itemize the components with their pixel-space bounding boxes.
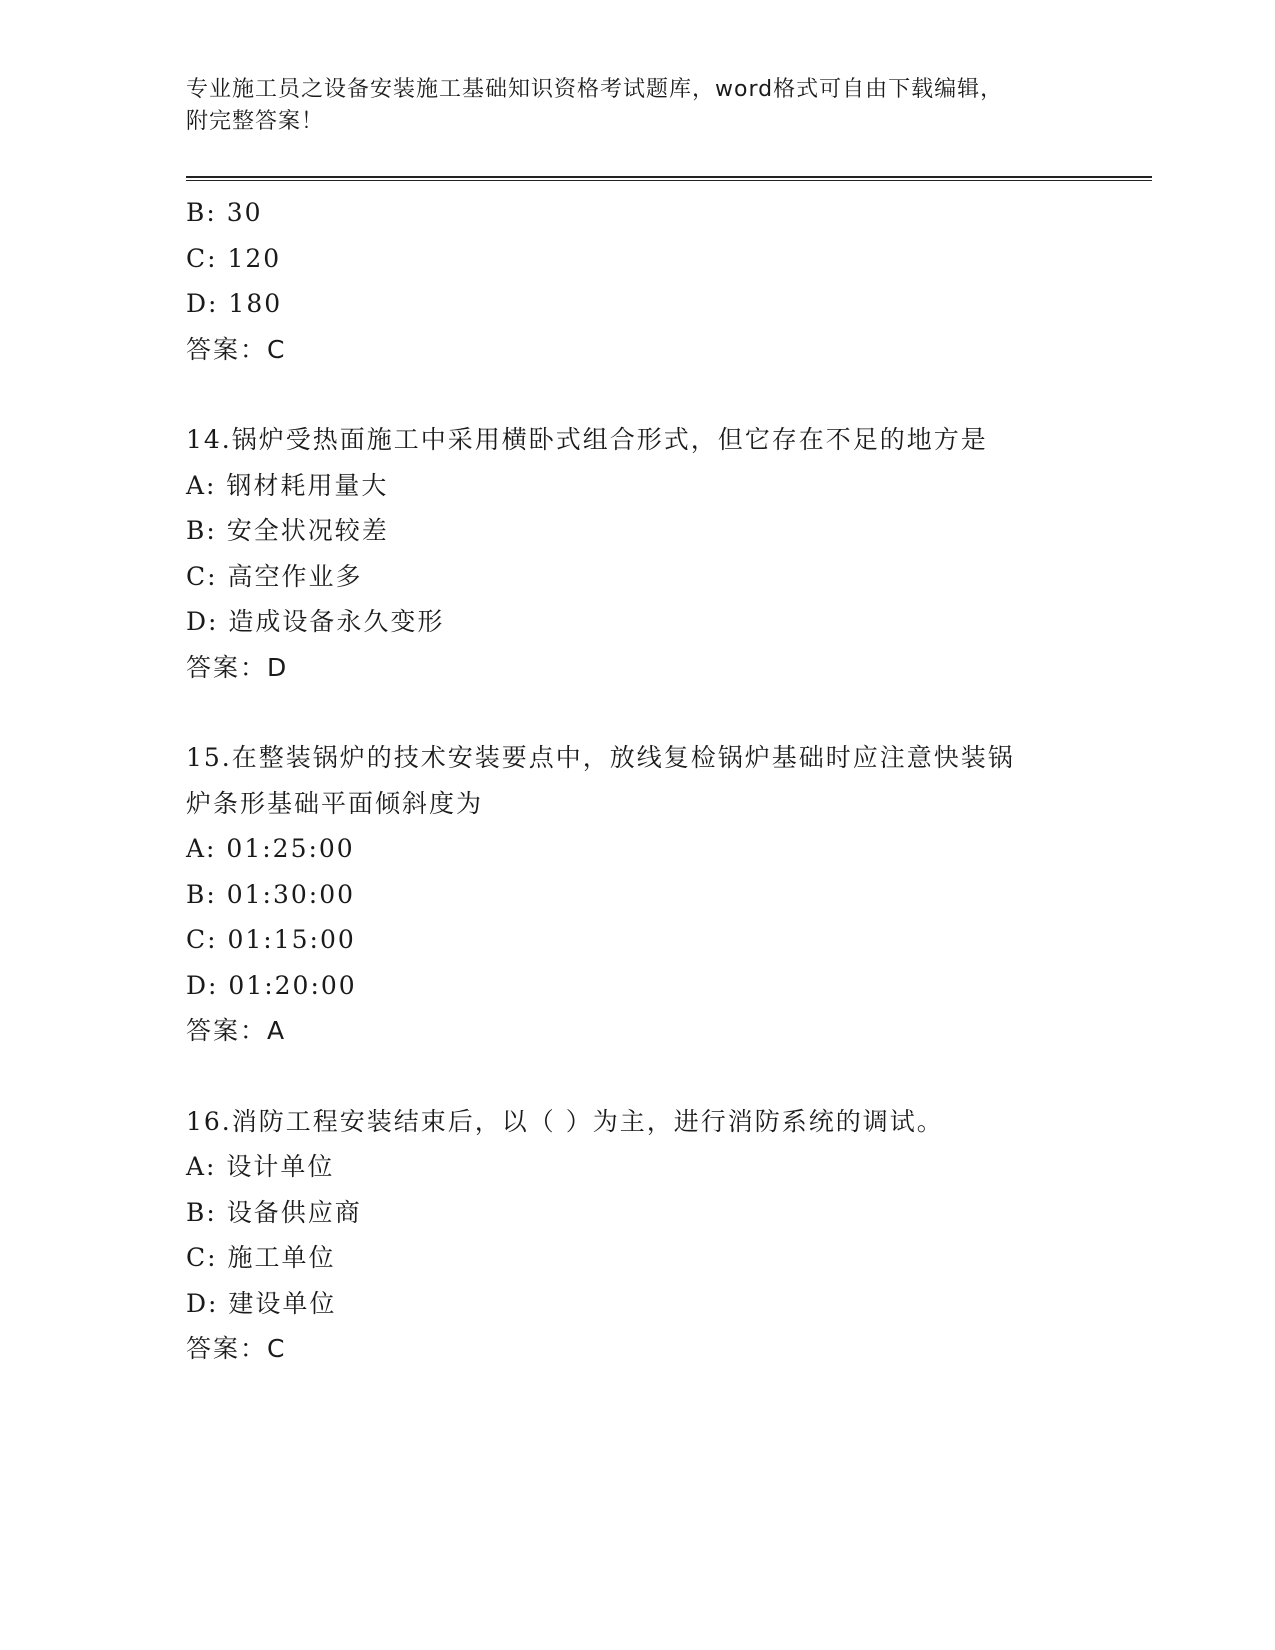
document-header <box>186 74 1086 138</box>
spacer <box>186 372 1086 417</box>
option: C: 01:15:00 <box>186 925 356 954</box>
option: C: 高空作业多 <box>186 561 363 591</box>
option: B: 设备供应商 <box>186 1197 362 1227</box>
spacer <box>186 690 1086 735</box>
option: D: 180 <box>186 289 283 318</box>
question-block-16 <box>186 1099 1086 1372</box>
option: B: 01:30:00 <box>186 879 356 909</box>
header-line-1: 专业施工员之设备安装施工基础知识资格考试题库，word格式可自由下载编辑， <box>186 77 1004 102</box>
question-text: 16.消防工程安装结束后，以（ ）为主，进行消防系统的调试。 <box>186 1106 944 1136</box>
option: D: 建设单位 <box>186 1288 337 1318</box>
header-divider <box>186 176 1152 181</box>
prev-question-block <box>186 190 1086 372</box>
option: C: 120 <box>186 243 282 273</box>
option: A: 设计单位 <box>186 1152 335 1181</box>
question-text: 15.在整装锅炉的技术安装要点中，放线复检锅炉基础时应注意快装锅 <box>186 743 1015 772</box>
option: B: 安全状况较差 <box>186 516 389 545</box>
question-text: 炉条形基础平面倾斜度为 <box>186 788 484 818</box>
answer-line: 答案：C <box>186 1334 287 1363</box>
question-list <box>186 190 1086 1372</box>
question-block-14 <box>186 417 1086 690</box>
option: A: 01:25:00 <box>186 834 355 863</box>
question-text: 14.锅炉受热面施工中采用横卧式组合形式，但它存在不足的地方是 <box>186 425 988 454</box>
option: A: 钢材耗用量大 <box>186 470 389 500</box>
answer-line: 答案：C <box>186 334 287 364</box>
question-block-15 <box>186 735 1086 1054</box>
header-line-2: 附完整答案！ <box>186 109 325 134</box>
answer-line: 答案：D <box>186 652 289 682</box>
option: D: 01:20:00 <box>186 970 357 1000</box>
answer-line: 答案：A <box>186 1016 287 1045</box>
option: D: 造成设备永久变形 <box>186 607 445 636</box>
option: C: 施工单位 <box>186 1243 336 1272</box>
option: B: 30 <box>186 198 263 227</box>
spacer <box>186 1054 1086 1099</box>
